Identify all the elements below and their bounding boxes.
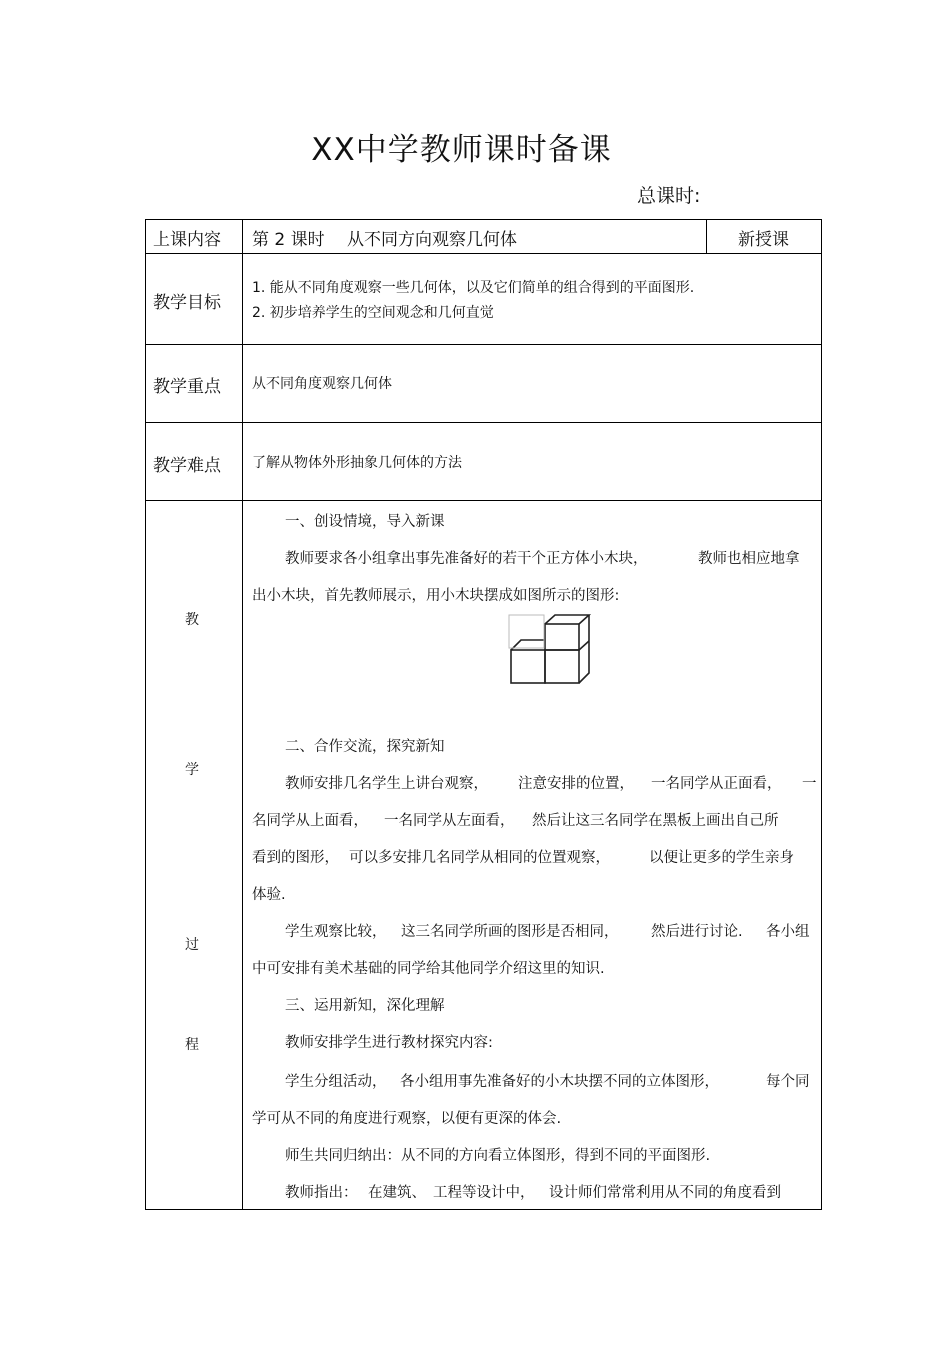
lesson-number: 第 2 课时 — [252, 230, 325, 250]
process-label-char: 程 — [185, 1037, 199, 1053]
table-border-left — [145, 219, 146, 1210]
paragraph-text: 学生分组活动， — [285, 1074, 387, 1090]
paragraph-text: 一名同学从正面看， — [651, 776, 782, 792]
section-heading: 三、运用新知，深化理解 — [285, 998, 445, 1014]
paragraph-text: 体验. — [252, 887, 286, 903]
goal-item: 2. 初步培养学生的空间观念和几何直觉 — [252, 305, 494, 321]
paragraph-text: 教师指出： — [285, 1185, 358, 1201]
section-heading: 二、合作交流，探究新知 — [285, 739, 445, 755]
table-divider-vertical — [706, 219, 707, 254]
paragraph-text: 设计师们常常利用从不同的角度看到 — [549, 1185, 781, 1201]
table-divider — [145, 344, 822, 345]
paragraph-text: 学生观察比较， — [285, 924, 387, 940]
key-label: 教学重点 — [153, 377, 221, 397]
paragraph-text: 师生共同归纳出：从不同的方向看立体图形，得到不同的平面图形. — [285, 1148, 711, 1164]
paragraph-text: 教师安排几名学生上讲台观察， — [285, 776, 488, 792]
table-border-right — [821, 219, 822, 1210]
paragraph-text: 在建筑、 — [368, 1185, 426, 1201]
process-label-char: 学 — [185, 762, 199, 778]
table-divider — [145, 500, 822, 501]
page-title: XX中学教师课时备课 — [311, 132, 612, 168]
paragraph-text: 以便让更多的学生亲身 — [649, 850, 794, 866]
paragraph-text: 一名同学从左面看， — [384, 813, 515, 829]
table-border-top — [145, 219, 822, 220]
paragraph-text: 中可安排有美术基础的同学给其他同学介绍这里的知识. — [252, 961, 605, 977]
paragraph-text: 工程等设计中， — [433, 1185, 535, 1201]
table-divider-vertical — [242, 219, 243, 1210]
table-divider — [145, 253, 822, 254]
paragraph-text: 可以多安排几名同学从相同的位置观察， — [349, 850, 610, 866]
paragraph-text: 每个同 — [766, 1074, 810, 1090]
paragraph-text: 各小组 — [766, 924, 810, 940]
paragraph-text: 各小组用事先准备好的小木块摆不同的立体图形， — [400, 1074, 719, 1090]
process-label-char: 过 — [185, 937, 199, 953]
difficulty-text: 了解从物体外形抽象几何体的方法 — [252, 455, 462, 471]
process-label-char: 教 — [185, 612, 199, 628]
lesson-type: 新授课 — [738, 230, 789, 250]
goal-item: 1. 能从不同角度观察一些几何体，以及它们简单的组合得到的平面图形. — [252, 280, 695, 296]
key-text: 从不同角度观察几何体 — [252, 376, 392, 392]
paragraph-text: 一 — [802, 776, 817, 792]
goals-label: 教学目标 — [153, 293, 221, 313]
paragraph-text: 教师要求各小组拿出事先准备好的若干个正方体小木块， — [285, 551, 648, 567]
paragraph-text: 教师也相应地拿 — [698, 551, 800, 567]
table-divider — [145, 422, 822, 423]
lesson-topic: 从不同方向观察几何体 — [347, 230, 517, 250]
paragraph-text: 出小木块，首先教师展示，用小木块摆成如图所示的图形: — [252, 588, 620, 604]
table-border-bottom — [145, 1209, 822, 1210]
paragraph-text: 名同学从上面看， — [252, 813, 368, 829]
paragraph-text: 这三名同学所画的图形是否相同， — [401, 924, 619, 940]
cube-figure — [508, 613, 594, 687]
paragraph-text: 看到的图形， — [252, 850, 339, 866]
paragraph-text: 然后进行讨论. — [651, 924, 743, 940]
total-hours-label: 总课时: — [637, 185, 701, 207]
paragraph-text: 然后让这三名同学在黑板上画出自己所 — [532, 813, 779, 829]
paragraph-text: 学可从不同的角度进行观察，以便有更深的体会. — [252, 1111, 562, 1127]
paragraph-text: 教师安排学生进行教材探究内容: — [285, 1035, 493, 1051]
section-heading: 一、创设情境，导入新课 — [285, 514, 445, 530]
content-label: 上课内容 — [153, 230, 221, 250]
paragraph-text: 注意安排的位置， — [518, 776, 634, 792]
difficulty-label: 教学难点 — [153, 456, 221, 476]
